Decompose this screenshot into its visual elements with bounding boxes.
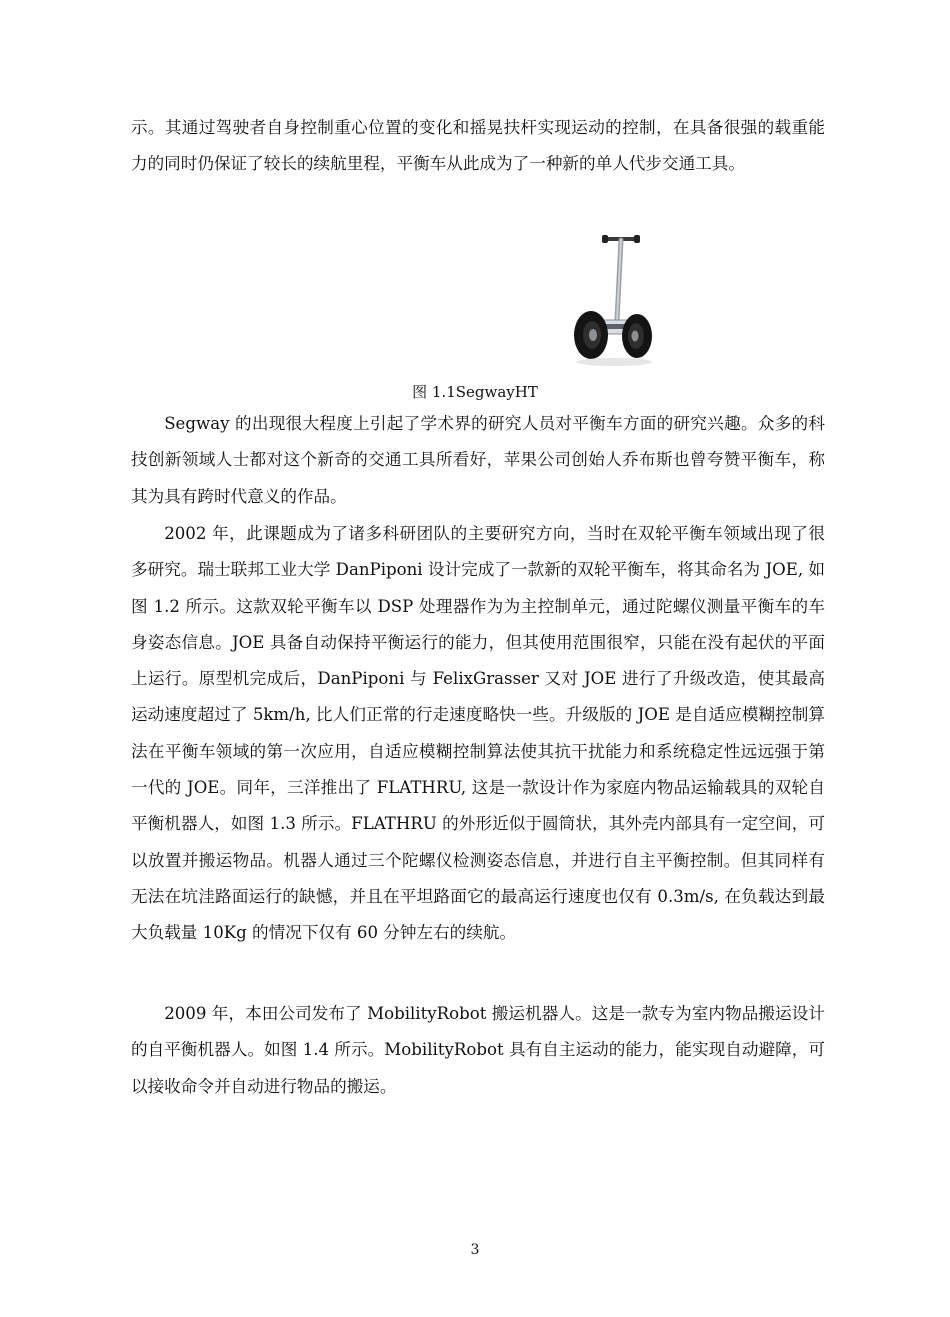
paragraph-2002-research: 2002 年，此课题成为了诸多科研团队的主要研究方向，当时在双轮平衡车领域出现了很多研究。瑞士联邦工业大学 DanPiponi 设计完成了一款新的双轮平衡车，将其命名为 JOE, 如图 1.2 所示。这款双轮平衡车以 DSP 处理器作为为主控制单元，通过陀螺仪测量平衡车的车身姿态信息。JOE 具备自动保持平衡运行的能力，但其使用范围很窄，只能在没有起伏的平面上运行。原型机完成后，DanPiponi 与 FelixGrasser 又对 JOE 进行了升级改造，使其最高运动速度超过了 5km/h, 比人们正常的行走速度略快一些。升级版的 JOE 是自适应模糊控制算法在平衡车领域的第一次应用，自适应模糊控制算法使其抗干扰能力和系统稳定性远远强于第一代的 JOE。同年，三洋推出了 FLATHRU, 这是一款设计作为家庭内物品运输载具的双轮自平衡机器人，如图 1.3 所示。FLATHRU 的外形近似于圆筒状，其外壳内部具有一定空间，可以放置并搬运物品。机器人通过三个陀螺仪检测姿态信息，并进行自主平衡控制。但其同样有无法在坑洼路面运行的缺憾，并且在平坦路面它的最高运行速度也仅有 0.3m/s, 在负载达到最大负载量 10Kg 的情况下仅有 60 分钟左右的续航。 (131, 524, 825, 943)
paragraph-segway-interest: Segway 的出现很大程度上引起了学术界的研究人员对平衡车方面的研究兴趣。众多的科技创新领域人士都对这个新奇的交通工具所看好，苹果公司创始人乔布斯也曾夸赞平衡车，称其为具有跨时代意义的作品。 (131, 414, 825, 506)
paragraph-2009-honda: 2009 年，本田公司发布了 MobilityRobot 搬运机器人。这是一款专为室内物品搬运设计的自平衡机器人。如图 1.4 所示。MobilityRobot 具有自主运动的能力，能实现自动避障，可以接收命令并自动进行物品的搬运。 (131, 1004, 825, 1096)
segway-figure (559, 228, 659, 376)
segway-illustration (559, 228, 659, 376)
figure-caption: 图 1.1SegwayHT (412, 383, 538, 401)
page-number: 3 (470, 1242, 480, 1258)
paragraph-intro-continued: 示。其通过驾驶者自身控制重心位置的变化和摇晃扶杆实现运动的控制，在具备很强的载重能力的同时仍保证了较长的续航里程，平衡车从此成为了一种新的单人代步交通工具。 (131, 118, 825, 174)
